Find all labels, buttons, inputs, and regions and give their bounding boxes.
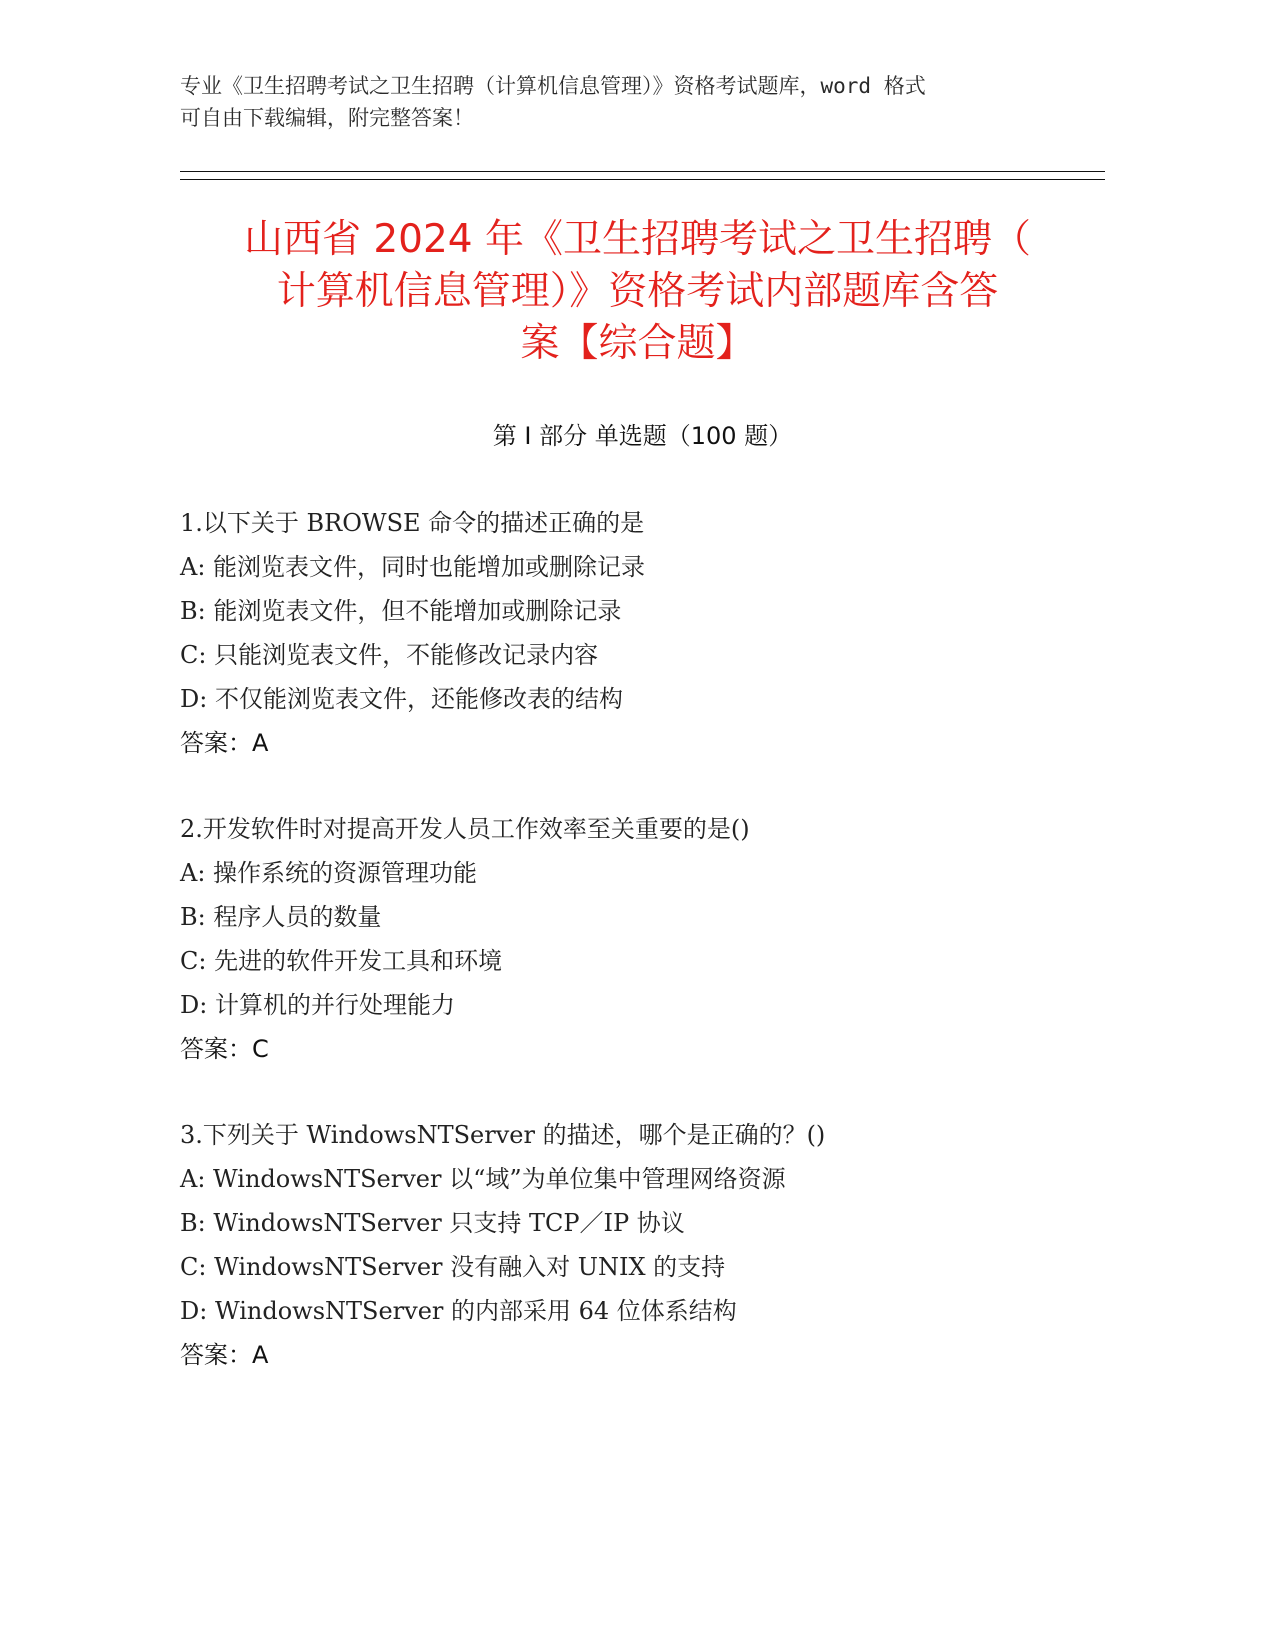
question-3 [180,1113,1080,1377]
question-stem: 1.以下关于 BROWSE 命令的描述正确的是 [180,509,645,537]
option-b: B: WindowsNTServer 只支持 TCP／IP 协议 [180,1209,685,1237]
section-heading: 第 I 部分 单选题（100 题） [492,422,793,450]
title-line-2: 计算机信息管理）》资格考试内部题库含答 [276,269,999,314]
option-a: A: 操作系统的资源管理功能 [180,859,478,887]
option-c: C: WindowsNTServer 没有融入对 UNIX 的支持 [180,1253,726,1281]
header-rule-top [180,171,1105,172]
option-c: C: 只能浏览表文件，不能修改记录内容 [180,641,599,669]
option-c: C: 先进的软件开发工具和环境 [180,947,503,975]
option-d: D: 计算机的并行处理能力 [180,991,455,1019]
question-stem: 2.开发软件时对提高开发人员工作效率至关重要的是() [180,815,750,843]
option-d: D: 不仅能浏览表文件，还能修改表的结构 [180,685,623,713]
option-a: A: 能浏览表文件，同时也能增加或删除记录 [180,553,646,581]
question-stem: 3.下列关于 WindowsNTServer 的描述，哪个是正确的？() [180,1121,826,1149]
answer: 答案：A [180,1341,269,1369]
answer: 答案：A [180,729,269,757]
header-line-1: 专业《卫生招聘考试之卫生招聘（计算机信息管理）》资格考试题库，word 格式 [180,74,926,98]
header-line-2: 可自由下载编辑，附完整答案！ [180,106,474,130]
header-rule-bottom [180,179,1105,180]
option-b: B: 能浏览表文件，但不能增加或删除记录 [180,597,622,625]
question-2 [180,807,1080,1071]
option-d: D: WindowsNTServer 的内部采用 64 位体系结构 [180,1297,737,1325]
document-title [160,214,1115,370]
option-a: A: WindowsNTServer 以“域”为单位集中管理网络资源 [180,1165,786,1193]
answer: 答案：C [180,1035,269,1063]
document-header-note [180,70,1040,134]
title-line-1: 山西省 2024 年《卫生招聘考试之卫生招聘（ [243,217,1032,262]
option-b: B: 程序人员的数量 [180,903,382,931]
title-line-3: 案【综合题】 [520,321,755,366]
question-1 [180,501,1080,765]
